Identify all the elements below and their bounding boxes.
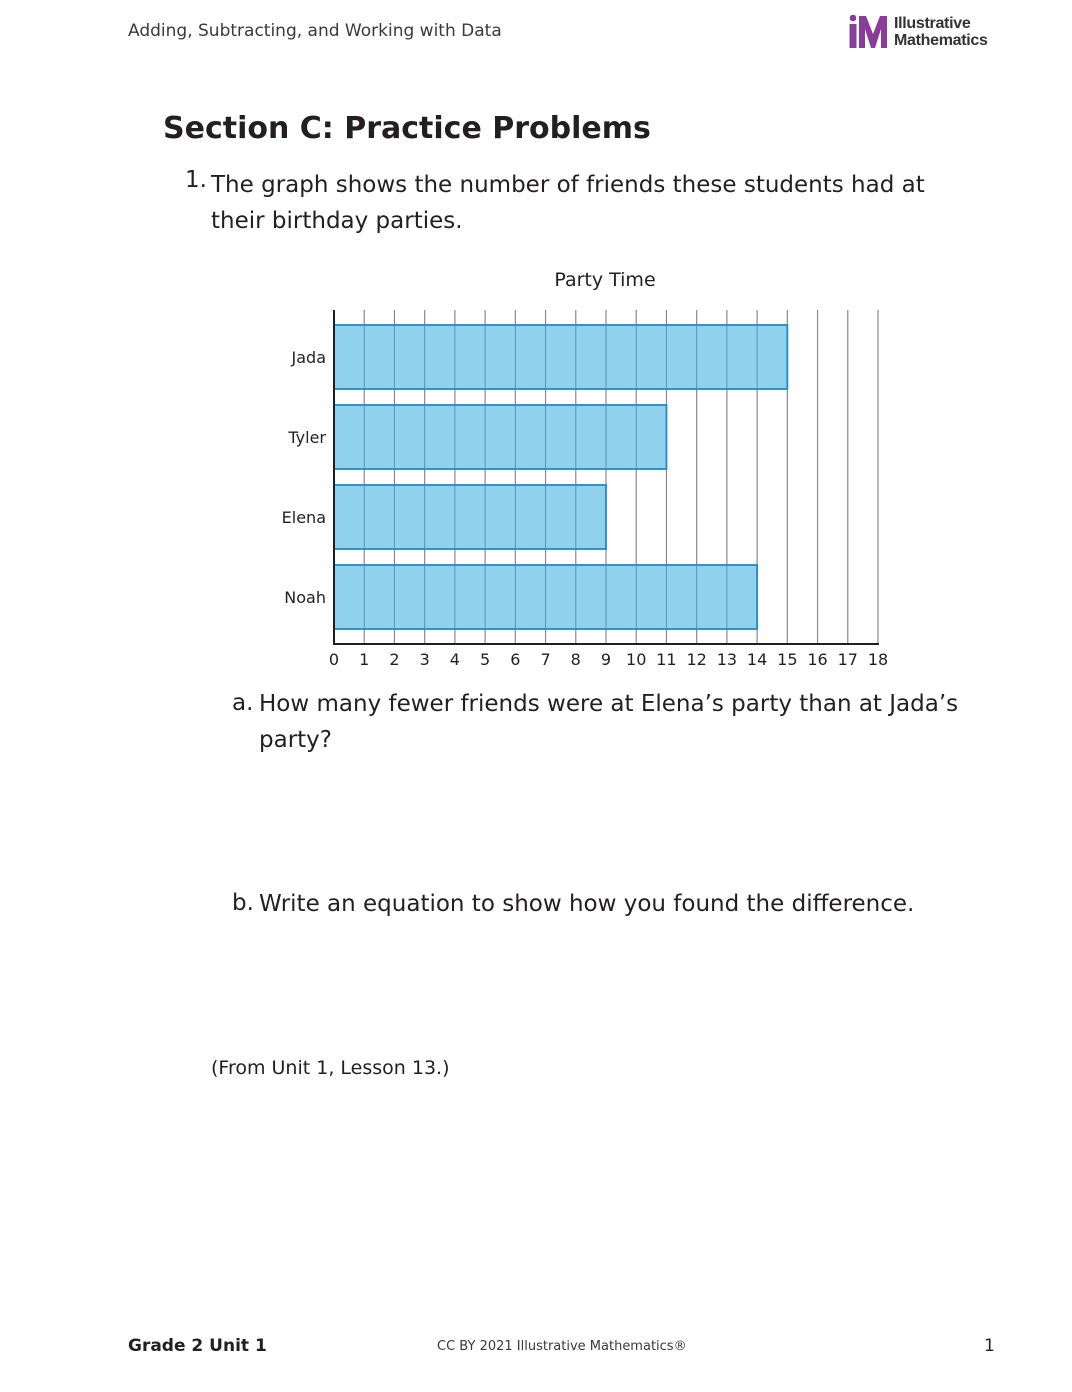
problem-text: The graph shows the number of friends these students had at their birthday parties. — [211, 172, 925, 234]
x-tick-label: 9 — [600, 650, 612, 669]
x-tick-label: 11 — [656, 650, 677, 669]
im-logo-icon — [848, 14, 890, 50]
x-tick-label: 0 — [328, 650, 340, 669]
x-tick-label: 8 — [570, 650, 581, 669]
section-title: Section C: Practice Problems — [163, 111, 651, 146]
x-tick-label: 5 — [480, 650, 491, 669]
part-b-marker: b. — [232, 890, 254, 916]
logo-line-2: Mathematics — [894, 32, 988, 49]
part-b-question: Write an equation to show how you found the difference. — [259, 891, 915, 917]
x-tick-label: 14 — [746, 650, 768, 669]
category-label: Elena — [281, 508, 326, 527]
problem-number: 1. — [185, 167, 207, 193]
bar-jada — [334, 325, 787, 389]
x-tick-label: 2 — [389, 650, 400, 669]
x-tick-label: 6 — [510, 650, 521, 669]
x-tick-label: 12 — [686, 650, 707, 669]
party-time-bar-chart — [270, 262, 910, 682]
x-tick-label: 18 — [867, 650, 889, 669]
x-tick-label: 1 — [359, 650, 370, 669]
category-label: Tyler — [288, 428, 326, 447]
part-a-question: How many fewer friends were at Elena’s party than at Jada’s party? — [259, 691, 959, 753]
source-note: (From Unit 1, Lesson 13.) — [211, 1057, 450, 1079]
x-tick-label: 13 — [716, 650, 738, 669]
x-tick-label: 4 — [449, 650, 460, 669]
footer-copyright: CC BY 2021 Illustrative Mathematics® — [437, 1339, 687, 1354]
x-tick-label: 17 — [837, 650, 858, 669]
footer-grade-unit: Grade 2 Unit 1 — [128, 1336, 267, 1356]
header-title: Adding, Subtracting, and Working with Data — [128, 21, 502, 41]
logo-line-1: Illustrative — [894, 15, 971, 32]
category-label: Jada — [291, 348, 326, 367]
footer-page-number: 1 — [984, 1336, 995, 1356]
x-tick-label: 3 — [419, 650, 430, 669]
x-tick-label: 15 — [777, 650, 798, 669]
x-tick-label: 10 — [626, 650, 647, 669]
x-tick-label: 16 — [807, 650, 828, 669]
logo-wordmark — [894, 15, 988, 49]
bar-elena — [334, 485, 606, 549]
x-tick-label: 7 — [540, 650, 551, 669]
illustrative-mathematics-logo — [848, 14, 998, 50]
part-a-marker: a. — [232, 690, 254, 716]
bar-tyler — [334, 405, 666, 469]
chart-title: Party Time — [554, 269, 656, 291]
category-label: Noah — [284, 588, 326, 607]
